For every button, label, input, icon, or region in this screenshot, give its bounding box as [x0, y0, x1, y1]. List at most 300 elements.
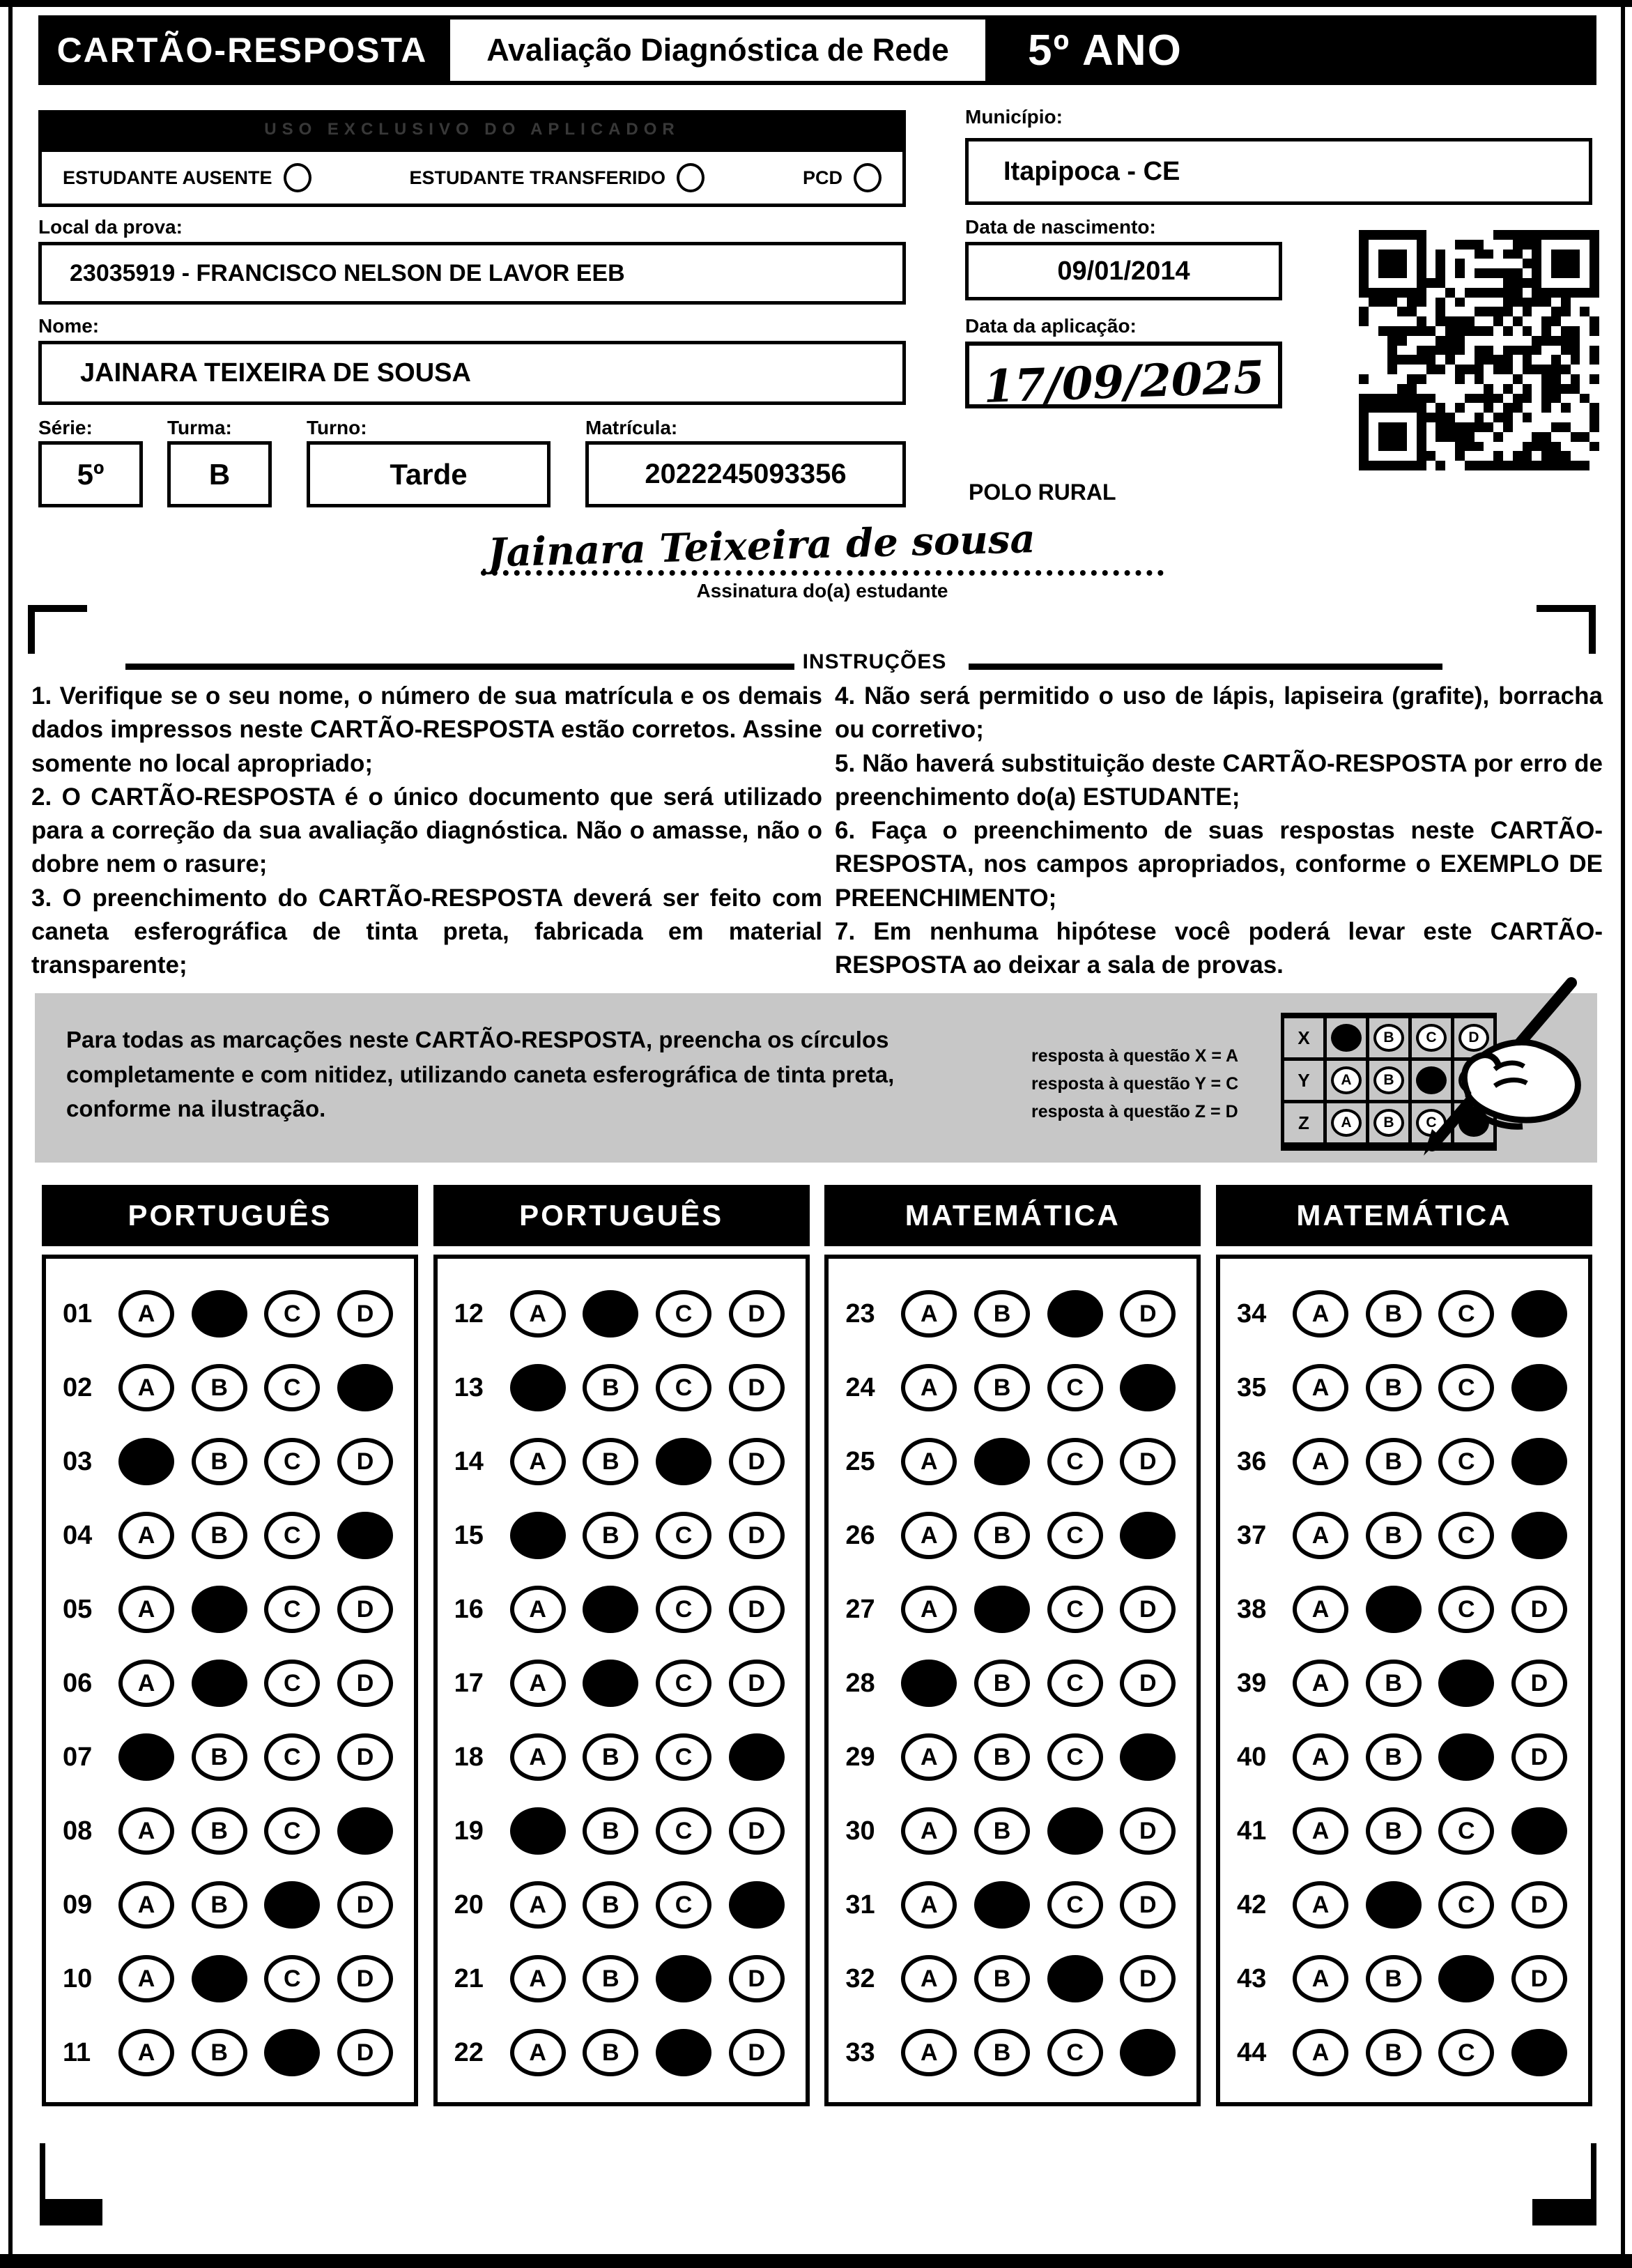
nascimento-label: Data de nascimento:	[965, 216, 1156, 238]
question-number: 02	[63, 1372, 93, 1402]
bubble-q18-A[interactable]: A	[510, 1733, 566, 1781]
option-bubbles	[1288, 1512, 1567, 1559]
example-bubble-X-B: B	[1373, 1024, 1404, 1052]
bubble-q34-D-marked[interactable]	[1511, 1290, 1567, 1338]
bubble-q31-A[interactable]: A	[901, 1881, 957, 1929]
bubble-q11-C-marked[interactable]	[264, 2029, 320, 2076]
bubble-q38-D[interactable]: D	[1511, 1586, 1567, 1633]
bubble-q39-D[interactable]: D	[1511, 1660, 1567, 1707]
bubble-q27-A[interactable]: A	[901, 1586, 957, 1633]
answer-column-1	[433, 1185, 810, 2106]
answer-box	[42, 1255, 418, 2106]
example-bubble-X-C: C	[1416, 1024, 1447, 1052]
question-number: 06	[63, 1668, 93, 1698]
bubble-q42-C[interactable]: C	[1438, 1881, 1494, 1929]
bubble-q02-A[interactable]: A	[118, 1364, 174, 1411]
bubble-q06-C[interactable]: C	[264, 1660, 320, 1707]
bubble-q06-A[interactable]: A	[118, 1660, 174, 1707]
bubble-q09-A[interactable]: A	[118, 1881, 174, 1929]
bubble-q39-B[interactable]: B	[1366, 1660, 1422, 1707]
signature-handwritten: Jainara Teixeira de sousa	[487, 516, 1036, 576]
bubble-q04-A[interactable]: A	[118, 1512, 174, 1559]
bubble-q25-D[interactable]: D	[1120, 1438, 1176, 1485]
bubble-q05-A[interactable]: A	[118, 1586, 174, 1633]
bubble-q05-C[interactable]: C	[264, 1586, 320, 1633]
bubble-q43-A[interactable]: A	[1293, 1955, 1348, 2002]
bubble-q01-B-marked[interactable]	[192, 1290, 247, 1338]
local-field	[38, 242, 906, 305]
bubble-q29-D-marked[interactable]	[1120, 1733, 1176, 1781]
bubble-q30-B[interactable]: B	[974, 1807, 1030, 1855]
bubble-q22-B[interactable]: B	[583, 2029, 638, 2076]
status-option-2	[803, 163, 882, 192]
local-label: Local da prova:	[38, 216, 183, 238]
page-frame-bottom	[0, 2254, 1632, 2268]
question-row-31	[829, 1868, 1196, 1942]
bubble-q27-D[interactable]: D	[1120, 1586, 1176, 1633]
bubble-q20-C[interactable]: C	[656, 1881, 711, 1929]
bubble-q08-A[interactable]: A	[118, 1807, 174, 1855]
bubble-q35-B[interactable]: B	[1366, 1364, 1422, 1411]
question-row-10	[46, 1942, 414, 2016]
bubble-q28-A-marked[interactable]	[901, 1660, 957, 1707]
bubble-q44-A[interactable]: A	[1293, 2029, 1348, 2076]
question-row-15	[438, 1499, 806, 1572]
question-row-33	[829, 2016, 1196, 2090]
bubble-q23-B[interactable]: B	[974, 1290, 1030, 1338]
fill-example-legend-line: resposta à questão X = A	[1031, 1046, 1239, 1066]
bubble-q24-B[interactable]: B	[974, 1364, 1030, 1411]
bubble-q36-D-marked[interactable]	[1511, 1438, 1567, 1485]
bubble-q04-D-marked[interactable]	[337, 1512, 393, 1559]
bracket-top-right	[1537, 605, 1596, 612]
status-option-circle[interactable]	[677, 163, 705, 192]
bubble-q33-A[interactable]: A	[901, 2029, 957, 2076]
option-bubbles	[506, 1586, 785, 1633]
instruction-item: 7. Em nenhuma hipótese você poderá levar este CARTÃO-RESPOSTA ao deixar a sala de provas.	[835, 918, 1603, 979]
question-number: 17	[454, 1668, 484, 1698]
status-option-circle[interactable]	[284, 163, 311, 192]
option-bubbles	[1288, 1955, 1567, 2002]
bubble-q38-A[interactable]: A	[1293, 1586, 1348, 1633]
bubble-q40-C-marked[interactable]	[1438, 1733, 1494, 1781]
bubble-q02-C[interactable]: C	[264, 1364, 320, 1411]
question-number: 36	[1236, 1446, 1267, 1476]
bubble-q08-D-marked[interactable]	[337, 1807, 393, 1855]
bubble-q29-B[interactable]: B	[974, 1733, 1030, 1781]
question-number: 35	[1236, 1372, 1267, 1402]
bubble-q11-B[interactable]: B	[192, 2029, 247, 2076]
bubble-q22-D[interactable]: D	[729, 2029, 785, 2076]
bubble-q30-A[interactable]: A	[901, 1807, 957, 1855]
bubble-q33-C[interactable]: C	[1047, 2029, 1103, 2076]
bubble-q15-A-marked[interactable]	[510, 1512, 566, 1559]
option-bubbles	[1288, 1881, 1567, 1929]
bubble-q37-B[interactable]: B	[1366, 1512, 1422, 1559]
bubble-q34-A[interactable]: A	[1293, 1290, 1348, 1338]
question-row-19	[438, 1794, 806, 1868]
bubble-q42-D[interactable]: D	[1511, 1881, 1567, 1929]
bubble-q31-C[interactable]: C	[1047, 1881, 1103, 1929]
matricula-value: 2022245093356	[645, 459, 847, 489]
option-bubbles	[506, 2029, 785, 2076]
option-bubbles	[1288, 1364, 1567, 1411]
option-bubbles	[506, 1512, 785, 1559]
signature-label: Assinatura do(a) estudante	[696, 580, 948, 602]
bubble-q01-A[interactable]: A	[118, 1290, 174, 1338]
question-row-02	[46, 1351, 414, 1425]
bubble-q14-C-marked[interactable]	[656, 1438, 711, 1485]
option-bubbles	[1288, 1290, 1567, 1338]
option-bubbles	[114, 1512, 393, 1559]
local-value: 23035919 - FRANCISCO NELSON DE LAVOR EEB	[70, 259, 625, 286]
bubble-q18-C[interactable]: C	[656, 1733, 711, 1781]
bubble-q19-C[interactable]: C	[656, 1807, 711, 1855]
bubble-q40-A[interactable]: A	[1293, 1733, 1348, 1781]
instruction-item: 6. Faça o preenchimento de suas respostas neste CARTÃO-RESPOSTA, nos campos apropriados, conforme o EXEMPLO DE PREENCHIMENTO;	[835, 817, 1603, 912]
option-bubbles	[114, 1807, 393, 1855]
bubble-q10-B-marked[interactable]	[192, 1955, 247, 2002]
option-bubbles	[897, 1512, 1176, 1559]
bubble-q26-C[interactable]: C	[1047, 1512, 1103, 1559]
bubble-q09-B[interactable]: B	[192, 1881, 247, 1929]
question-number: 30	[845, 1816, 875, 1846]
bubble-q28-D[interactable]: D	[1120, 1660, 1176, 1707]
bubble-q35-D-marked[interactable]	[1511, 1364, 1567, 1411]
question-row-32	[829, 1942, 1196, 2016]
bubble-q42-B-marked[interactable]	[1366, 1881, 1422, 1929]
bubble-q26-A[interactable]: A	[901, 1512, 957, 1559]
bubble-q28-C[interactable]: C	[1047, 1660, 1103, 1707]
bubble-q21-C-marked[interactable]	[656, 1955, 711, 2002]
question-row-06	[46, 1646, 414, 1720]
nome-field	[38, 341, 906, 405]
bubble-q17-A[interactable]: A	[510, 1660, 566, 1707]
bubble-q06-B-marked[interactable]	[192, 1660, 247, 1707]
aplicacao-label: Data da aplicação:	[965, 315, 1137, 337]
bubble-q32-A[interactable]: A	[901, 1955, 957, 2002]
question-row-09	[46, 1868, 414, 1942]
bubble-q26-B[interactable]: B	[974, 1512, 1030, 1559]
question-number: 05	[63, 1594, 93, 1624]
bubble-q19-B[interactable]: B	[583, 1807, 638, 1855]
bubble-q17-B-marked[interactable]	[583, 1660, 638, 1707]
example-row-label: X	[1283, 1016, 1325, 1059]
bubble-q25-C[interactable]: C	[1047, 1438, 1103, 1485]
bubble-q40-B[interactable]: B	[1366, 1733, 1422, 1781]
bubble-q34-B[interactable]: B	[1366, 1290, 1422, 1338]
bubble-q41-A[interactable]: A	[1293, 1807, 1348, 1855]
fill-example-text: Para todas as marcações neste CARTÃO-RESPOSTA, preencha os círculos completamente e com nitidez, utilizando caneta esferográfica de tinta preta, conforme na ilustração.	[66, 1027, 895, 1121]
question-number: 10	[63, 1963, 93, 1993]
bubble-q03-A-marked[interactable]	[118, 1438, 174, 1485]
question-number: 33	[845, 2037, 875, 2067]
subject-header: MATEMÁTICA	[824, 1185, 1201, 1246]
bubble-q38-B-marked[interactable]	[1366, 1586, 1422, 1633]
status-option-label: PCD	[802, 167, 842, 188]
matricula-field	[585, 441, 906, 507]
question-row-03	[46, 1425, 414, 1499]
bubble-q04-C[interactable]: C	[264, 1512, 320, 1559]
bubble-q16-D[interactable]: D	[729, 1586, 785, 1633]
bubble-q27-C[interactable]: C	[1047, 1586, 1103, 1633]
question-number: 40	[1236, 1742, 1267, 1772]
option-bubbles	[897, 1586, 1176, 1633]
option-bubbles	[114, 1660, 393, 1707]
bubble-q33-D-marked[interactable]	[1120, 2029, 1176, 2076]
status-option-label: ESTUDANTE TRANSFERIDO	[409, 167, 666, 188]
question-row-41	[1220, 1794, 1588, 1868]
answers-section	[42, 1185, 1592, 2106]
bubble-q01-C[interactable]: C	[264, 1290, 320, 1338]
bubble-q03-C[interactable]: C	[264, 1438, 320, 1485]
bubble-q07-B[interactable]: B	[192, 1733, 247, 1781]
question-row-01	[46, 1277, 414, 1351]
serie-label: Série:	[38, 417, 93, 438]
bubble-q36-A[interactable]: A	[1293, 1438, 1348, 1485]
bubble-q06-D[interactable]: D	[337, 1660, 393, 1707]
bubble-q44-C[interactable]: C	[1438, 2029, 1494, 2076]
question-number: 07	[63, 1742, 93, 1772]
option-bubbles	[897, 1881, 1176, 1929]
bubble-q37-D-marked[interactable]	[1511, 1512, 1567, 1559]
bubble-q35-A[interactable]: A	[1293, 1364, 1348, 1411]
bubble-q15-B[interactable]: B	[583, 1512, 638, 1559]
bubble-q12-C[interactable]: C	[656, 1290, 711, 1338]
bubble-q13-C[interactable]: C	[656, 1364, 711, 1411]
bubble-q02-D-marked[interactable]	[337, 1364, 393, 1411]
bubble-q24-A[interactable]: A	[901, 1364, 957, 1411]
question-number: 32	[845, 1963, 875, 1993]
option-bubbles	[114, 2029, 393, 2076]
bubble-q15-D[interactable]: D	[729, 1512, 785, 1559]
page-frame-top	[0, 0, 1632, 7]
bubble-q07-A-marked[interactable]	[118, 1733, 174, 1781]
bubble-q43-D[interactable]: D	[1511, 1955, 1567, 2002]
bubble-q30-D[interactable]: D	[1120, 1807, 1176, 1855]
bubble-q31-B-marked[interactable]	[974, 1881, 1030, 1929]
question-row-43	[1220, 1942, 1588, 2016]
bubble-q40-D[interactable]: D	[1511, 1733, 1567, 1781]
bubble-q29-A[interactable]: A	[901, 1733, 957, 1781]
bubble-q21-D[interactable]: D	[729, 1955, 785, 2002]
bubble-q24-D-marked[interactable]	[1120, 1364, 1176, 1411]
bubble-q20-B[interactable]: B	[583, 1881, 638, 1929]
question-number: 14	[454, 1446, 484, 1476]
bubble-q05-B-marked[interactable]	[192, 1586, 247, 1633]
bubble-q23-A[interactable]: A	[901, 1290, 957, 1338]
bubble-q18-B[interactable]: B	[583, 1733, 638, 1781]
bubble-q32-B[interactable]: B	[974, 1955, 1030, 2002]
bubble-q11-D[interactable]: D	[337, 2029, 393, 2076]
option-bubbles	[114, 1364, 393, 1411]
bubble-q39-A[interactable]: A	[1293, 1660, 1348, 1707]
bubble-q42-A[interactable]: A	[1293, 1881, 1348, 1929]
bubble-q08-B[interactable]: B	[192, 1807, 247, 1855]
bubble-q15-C[interactable]: C	[656, 1512, 711, 1559]
bubble-q31-D[interactable]: D	[1120, 1881, 1176, 1929]
bubble-q10-A[interactable]: A	[118, 1955, 174, 2002]
bubble-q36-B[interactable]: B	[1366, 1438, 1422, 1485]
bubble-q34-C[interactable]: C	[1438, 1290, 1494, 1338]
bubble-q11-A[interactable]: A	[118, 2029, 174, 2076]
status-option-circle[interactable]	[854, 163, 882, 192]
admin-use-bar-text: USO EXCLUSIVO DO APLICADOR	[264, 119, 680, 139]
bubble-q37-C[interactable]: C	[1438, 1512, 1494, 1559]
bracket-bottom-left	[40, 2199, 102, 2225]
bubble-q07-D[interactable]: D	[337, 1733, 393, 1781]
bubble-q01-D[interactable]: D	[337, 1290, 393, 1338]
bubble-q22-C-marked[interactable]	[656, 2029, 711, 2076]
instructions-left-column	[31, 680, 822, 983]
question-number: 03	[63, 1446, 93, 1476]
bubble-q23-C-marked[interactable]	[1047, 1290, 1103, 1338]
question-number: 18	[454, 1742, 484, 1772]
bubble-q16-A[interactable]: A	[510, 1586, 566, 1633]
fill-example-panel	[35, 993, 1597, 1163]
question-row-30	[829, 1794, 1196, 1868]
qr-code	[1359, 230, 1599, 470]
instruction-item: 5. Não haverá substituição deste CARTÃO-RESPOSTA por erro de preenchimento do(a) ESTUDANTE;	[835, 749, 1603, 811]
question-number: 15	[454, 1520, 484, 1550]
bubble-q14-B[interactable]: B	[583, 1438, 638, 1485]
option-bubbles	[1288, 1807, 1567, 1855]
municipio-label: Município:	[965, 106, 1063, 128]
option-bubbles	[506, 1881, 785, 1929]
answer-box	[433, 1255, 810, 2106]
bubble-q17-C[interactable]: C	[656, 1660, 711, 1707]
bubble-q32-D[interactable]: D	[1120, 1955, 1176, 2002]
bubble-q14-D[interactable]: D	[729, 1438, 785, 1485]
question-number: 25	[845, 1446, 875, 1476]
question-row-18	[438, 1720, 806, 1794]
question-number: 16	[454, 1594, 484, 1624]
bubble-q38-C[interactable]: C	[1438, 1586, 1494, 1633]
question-number: 21	[454, 1963, 484, 1993]
bubble-q02-B[interactable]: B	[192, 1364, 247, 1411]
bubble-q24-C[interactable]: C	[1047, 1364, 1103, 1411]
polo-text: POLO RURAL	[969, 480, 1116, 505]
bubble-q23-D[interactable]: D	[1120, 1290, 1176, 1338]
question-number: 42	[1236, 1890, 1267, 1920]
nome-value: JAINARA TEIXEIRA DE SOUSA	[80, 358, 471, 388]
bubble-q19-A-marked[interactable]	[510, 1807, 566, 1855]
status-option-1	[410, 163, 705, 192]
question-row-11	[46, 2016, 414, 2090]
bubble-q20-D-marked[interactable]	[729, 1881, 785, 1929]
bubble-q22-A[interactable]: A	[510, 2029, 566, 2076]
bubble-q12-A[interactable]: A	[510, 1290, 566, 1338]
bubble-q43-C-marked[interactable]	[1438, 1955, 1494, 2002]
aplicacao-field[interactable]	[965, 342, 1282, 413]
bubble-q03-D[interactable]: D	[337, 1438, 393, 1485]
bubble-q25-A[interactable]: A	[901, 1438, 957, 1485]
bubble-q28-B[interactable]: B	[974, 1660, 1030, 1707]
bubble-q05-D[interactable]: D	[337, 1586, 393, 1633]
bubble-q32-C-marked[interactable]	[1047, 1955, 1103, 2002]
bubble-q41-C[interactable]: C	[1438, 1807, 1494, 1855]
question-row-16	[438, 1572, 806, 1646]
question-number: 22	[454, 2037, 484, 2067]
bubble-q18-D-marked[interactable]	[729, 1733, 785, 1781]
option-bubbles	[114, 1290, 393, 1338]
bubble-q39-C-marked[interactable]	[1438, 1660, 1494, 1707]
option-bubbles	[114, 1438, 393, 1485]
bubble-q41-B[interactable]: B	[1366, 1807, 1422, 1855]
bubble-q44-B[interactable]: B	[1366, 2029, 1422, 2076]
option-bubbles	[897, 1807, 1176, 1855]
page-frame-left	[8, 7, 13, 2254]
admin-use-bar	[38, 110, 906, 148]
status-option-label: ESTUDANTE AUSENTE	[63, 167, 272, 188]
question-number: 38	[1236, 1594, 1267, 1624]
bubble-q09-C-marked[interactable]	[264, 1881, 320, 1929]
example-bubble-Y-B: B	[1373, 1066, 1404, 1094]
bubble-q41-D-marked[interactable]	[1511, 1807, 1567, 1855]
question-row-22	[438, 2016, 806, 2090]
option-bubbles	[897, 1364, 1176, 1411]
answer-box	[1216, 1255, 1592, 2106]
bubble-q16-B-marked[interactable]	[583, 1586, 638, 1633]
bubble-q20-A[interactable]: A	[510, 1881, 566, 1929]
bubble-q12-D[interactable]: D	[729, 1290, 785, 1338]
bubble-q10-D[interactable]: D	[337, 1955, 393, 2002]
bubble-q17-D[interactable]: D	[729, 1660, 785, 1707]
bubble-q12-B-marked[interactable]	[583, 1290, 638, 1338]
page-frame-right	[1621, 7, 1625, 2254]
bubble-q27-B-marked[interactable]	[974, 1586, 1030, 1633]
bubble-q30-C-marked[interactable]	[1047, 1807, 1103, 1855]
option-bubbles	[1288, 1586, 1567, 1633]
bracket-top-right-v	[1589, 605, 1596, 654]
bubble-q26-D-marked[interactable]	[1120, 1512, 1176, 1559]
bubble-q35-C[interactable]: C	[1438, 1364, 1494, 1411]
bubble-q43-B[interactable]: B	[1366, 1955, 1422, 2002]
bubble-q21-B[interactable]: B	[583, 1955, 638, 2002]
instructions-rule-right	[969, 664, 1442, 670]
option-bubbles	[897, 1438, 1176, 1485]
bubble-q07-C[interactable]: C	[264, 1733, 320, 1781]
option-bubbles	[1288, 1733, 1567, 1781]
bubble-q19-D[interactable]: D	[729, 1807, 785, 1855]
bubble-q03-B[interactable]: B	[192, 1438, 247, 1485]
bubble-q36-C[interactable]: C	[1438, 1438, 1494, 1485]
question-number: 11	[63, 2037, 91, 2067]
option-bubbles	[506, 1955, 785, 2002]
bubble-q25-B-marked[interactable]	[974, 1438, 1030, 1485]
question-number: 43	[1236, 1963, 1267, 1993]
bubble-q21-A[interactable]: A	[510, 1955, 566, 2002]
bubble-q33-B[interactable]: B	[974, 2029, 1030, 2076]
bubble-q44-D-marked[interactable]	[1511, 2029, 1567, 2076]
nascimento-field	[965, 242, 1282, 300]
bubble-q13-B[interactable]: B	[583, 1364, 638, 1411]
answer-column-3	[1216, 1185, 1592, 2106]
bubble-q13-D[interactable]: D	[729, 1364, 785, 1411]
bubble-q37-A[interactable]: A	[1293, 1512, 1348, 1559]
example-bubble-Y-A: A	[1331, 1066, 1362, 1094]
question-number: 39	[1236, 1668, 1267, 1698]
bubble-q04-B[interactable]: B	[192, 1512, 247, 1559]
bubble-q14-A[interactable]: A	[510, 1438, 566, 1485]
bubble-q13-A-marked[interactable]	[510, 1364, 566, 1411]
question-row-37	[1220, 1499, 1588, 1572]
bubble-q29-C[interactable]: C	[1047, 1733, 1103, 1781]
bubble-q09-D[interactable]: D	[337, 1881, 393, 1929]
bubble-q16-C[interactable]: C	[656, 1586, 711, 1633]
bubble-q10-C[interactable]: C	[264, 1955, 320, 2002]
bubble-q08-C[interactable]: C	[264, 1807, 320, 1855]
